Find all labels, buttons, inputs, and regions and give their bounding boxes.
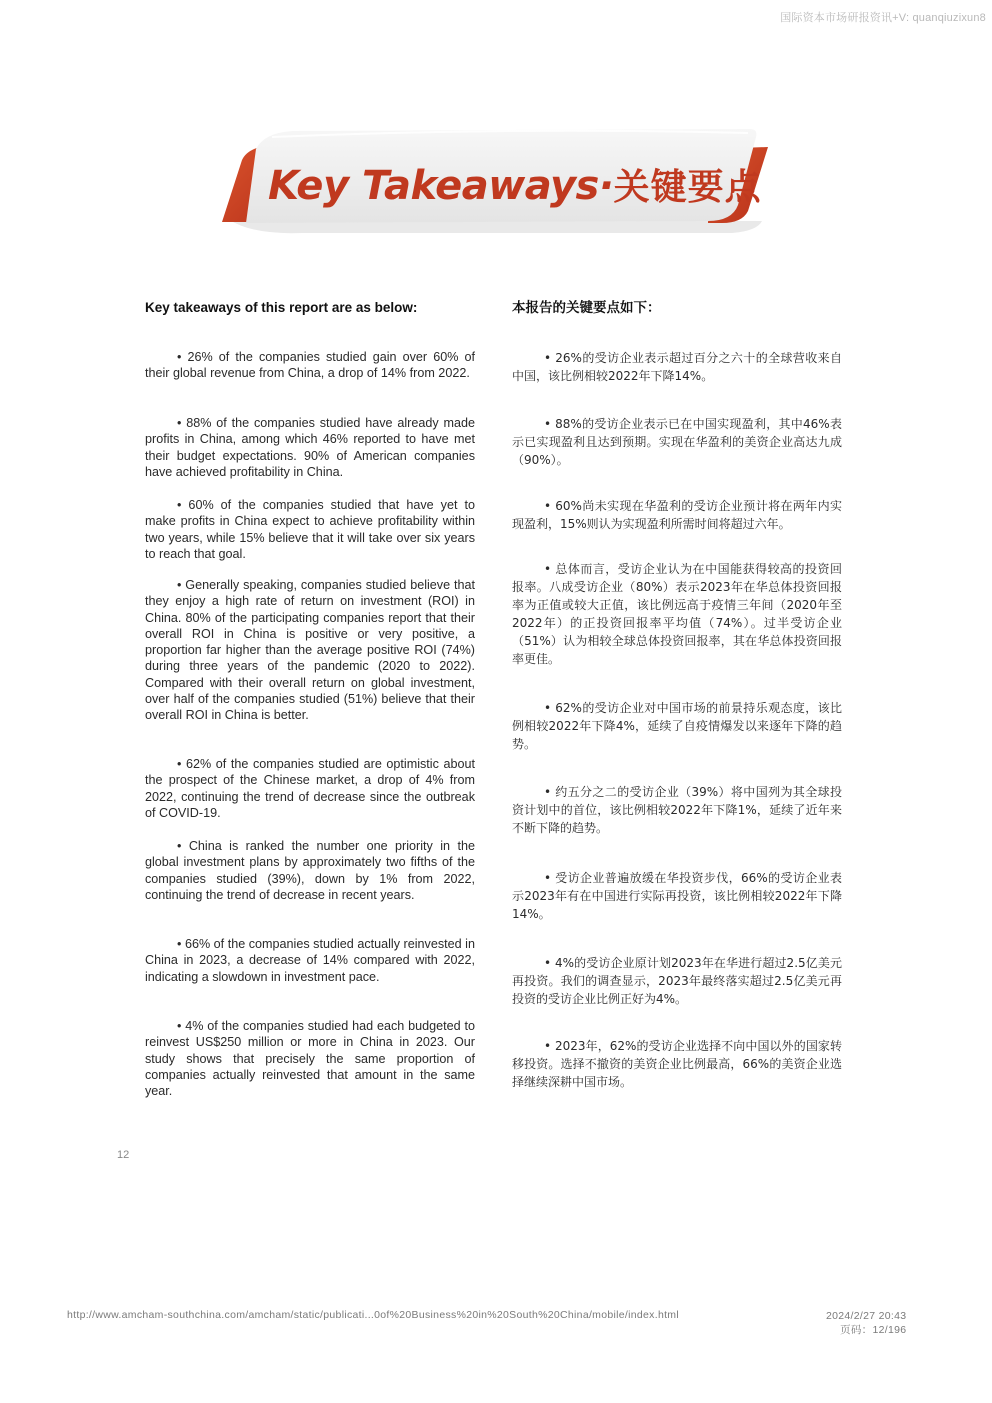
chinese-item: • 约五分之二的受访企业（39%）将中国列为其全球投资计划中的首位，该比例相较2022年下降1%，延续了近年来不断下降的趋势。 [512,785,842,835]
footer-url[interactable]: http://www.amcham-southchina.com/amcham/static/publicati...0of%20Business%20in%20South%20China/mobile/index.html [67,1309,679,1321]
chinese-item: • 26%的受访企业表示超过百分之六十的全球营收来自中国，该比例相较2022年下降14%。 [512,351,842,383]
chinese-item: • 受访企业普遍放缓在华投资步伐，66%的受访企业表示2023年有在中国进行实际再投资，该比例相较2022年下降14%。 [512,871,842,921]
chinese-item: • 4%的受访企业原计划2023年在华进行超过2.5亿美元再投资。我们的调查显示，2023年最终落实超过2.5亿美元再投资的受访企业比例正好为4%。 [512,956,842,1006]
english-heading: Key takeaways of this report are as below: [145,300,418,315]
chinese-item: • 60%尚未实现在华盈利的受访企业预计将在两年内实现盈利，15%则认为实现盈利所需时间将超过六年。 [512,499,842,531]
page-number: 12 [117,1149,130,1161]
footer-datetime: 2024/2/27 20:43 [826,1310,907,1322]
english-item: • 26% of the companies studied gain over 60% of their global revenue from China, a drop of 14% from 2022. [145,350,475,381]
english-item: • 66% of the companies studied actually reinvested in China in 2023, a decrease of 14% compared with 2022, indicating a slowdown in investment pace. [145,937,475,984]
english-item: • 88% of the companies studied have already made profits in China, among which 46% reported to have met their budget expectations. 90% of American companies have achieved profitability in China. [145,416,475,479]
english-item: • 4% of the companies studied had each budgeted to reinvest US$250 million or more in China in 2023. Our study shows that precisely the same proportion of companies actually reinvested that amount in the same year. [145,1019,475,1099]
english-column [145,298,475,1099]
english-item: • 62% of the companies studied are optimistic about the prospect of the Chinese market, a drop of 4% from 2022, continuing the trend of decrease since the outbreak of COVID-19. [145,757,475,820]
chinese-heading: 本报告的关键要点如下： [512,300,661,315]
chinese-column [512,298,842,1089]
footer-meta [826,1309,906,1337]
watermark-text: 国际资本市场研报资讯+V: quanqiuzixun8 [780,12,986,24]
footer-page-label: 页码：12/196 [840,1324,907,1336]
banner-title [268,158,762,214]
chinese-item: • 88%的受访企业表示已在中国实现盈利，其中46%表示已实现盈利且达到预期。实现在华盈利的美资企业高达九成（90%）。 [512,417,842,467]
english-item: • 60% of the companies studied that have yet to make profits in China expect to achieve profitability within two years, while 15% believe that it will take over six years to reach that goal. [145,498,475,561]
chinese-item: • 62%的受访企业对中国市场的前景持乐观态度，该比例相较2022年下降4%，延续了自疫情爆发以来逐年下降的趋势。 [512,701,842,751]
banner-title-en: Key Takeaways [268,163,599,209]
english-item: • China is ranked the number one priority in the global investment plans by approximately two fifths of the companies studied (39%), down by 1% from 2022, continuing the trend of decrease in recent years. [145,839,475,902]
english-item: • Generally speaking, companies studied believe that they enjoy a high rate of return on investment (ROI) in China. 80% of the participating companies report that their overall ROI in China is positive or very positive, a proportion far higher than the average positive ROI (74%) during three years of the pandemic (2020 to 2022). Compared with their overall return on global investment, over half of the companies studied (51%) believe that their overall ROI in China is better. [145,578,475,723]
banner-title-zh: 关键要点 [613,167,762,208]
chinese-item: • 2023年，62%的受访企业选择不向中国以外的国家转移投资。选择不撤资的美资企业比例最高，66%的美资企业选择继续深耕中国市场。 [512,1039,842,1089]
banner-separator: · [598,163,614,209]
chinese-item: • 总体而言，受访企业认为在中国能获得较高的投资回报率。八成受访企业（80%）表示2023年在华总体投资回报率为正值或较大正值，该比例远高于疫情三年间（2020年至2022年）的正投资回报率平均值（74%）。过半受访企业（51%）认为相较全球总体投资回报率，其在华总体投资回报率更佳。 [512,562,842,666]
